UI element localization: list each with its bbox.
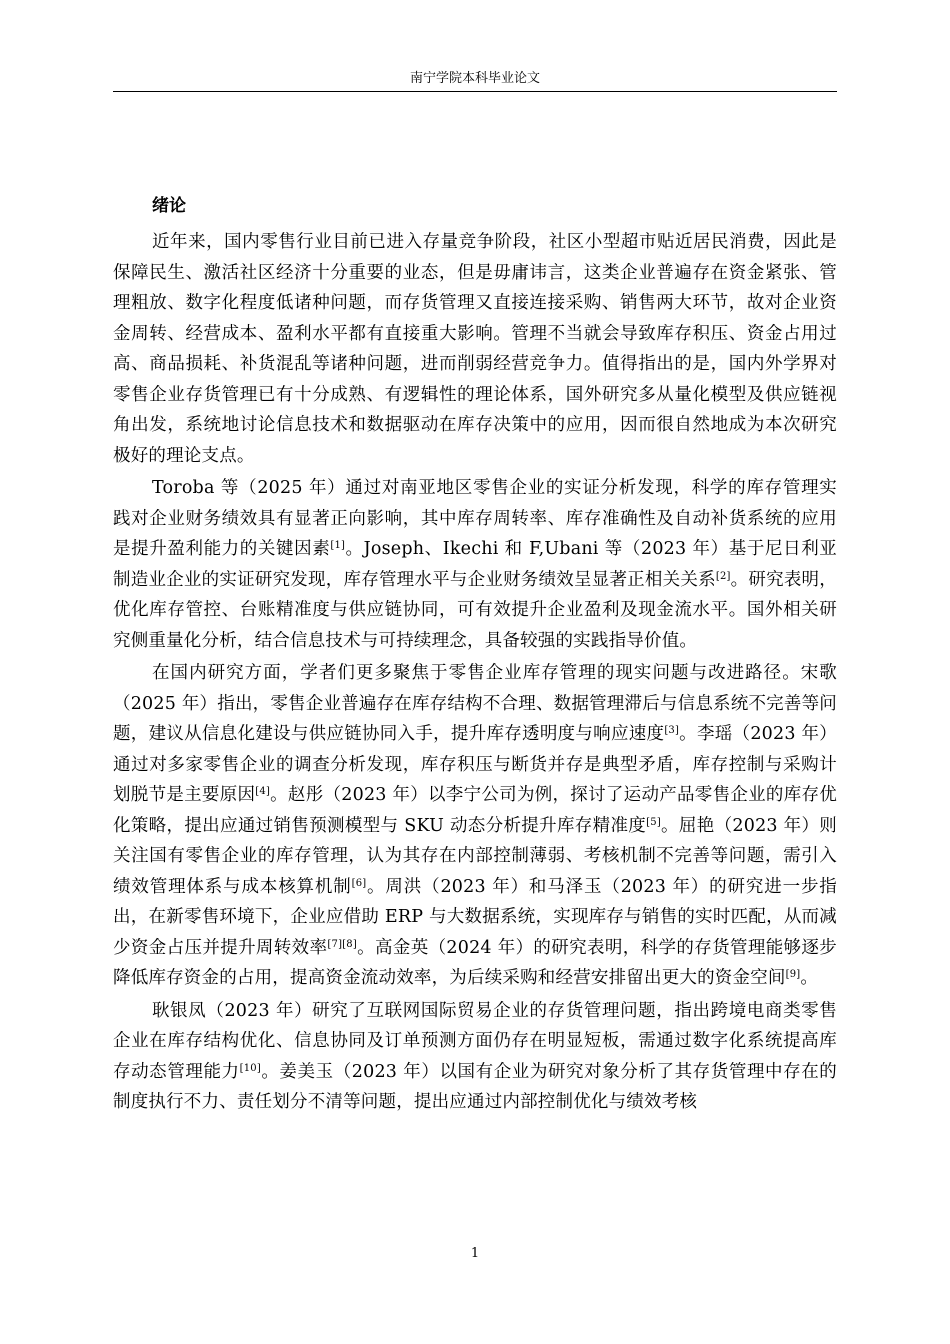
header-rule [113,91,837,92]
citation-ref: [9] [785,969,801,980]
paragraph-text: 。Joseph、Ikechi 和 F,Ubani 等（2023 年）基于尼日利亚制造业企业的实证研究发现，库存管理水平与企业财务绩效呈显著正相关关系 [113,539,838,590]
paragraph-text: 在国内研究方面，学者们更多聚焦于零售企业库存管理的现实问题与改进路径。宋歌（2025 年）指出，零售企业普遍存在库存结构不合理、数据管理滞后与信息系统不完善等问题，建议从信息化建设与供应链协同入手，提升库存透明度与响应速度 [113,663,837,744]
paragraph [113,996,837,1118]
citation-ref: [2] [715,570,731,582]
body-text [113,227,837,1118]
paragraph-text: 。研究表明，优化库存管控、台账精准度与供应链协同，可有效提升企业盈利及现金流水平。国外相关研究侧重量化分析，结合信息技术与可持续理念，具备较强的实践指导价值。 [113,569,837,651]
paragraph-text: 。赵彤（2023 年）以李宁公司为例，探讨了运动产品零售企业的库存优化策略，提出应通过销售预测模型与 SKU 动态分析提升库存精准度 [113,785,837,836]
paragraph [113,658,837,994]
paragraph-text: 。屈艳（2023 年）则关注国有零售企业的库存管理，认为其存在内部控制薄弱、考核机制不完善等问题，需引入绩效管理体系与成本核算机制 [113,815,838,897]
citation-ref: [5] [646,816,661,828]
paragraph-text: 。姜美玉（2023 年）以国有企业为研究对象分析了其存货管理中存在的制度执行不力、责任划分不清等问题，提出应通过内部控制优化与绩效考核 [113,1061,837,1112]
paragraph-text: Toroba 等（2025 年）通过对南亚地区零售企业的实证分析发现，科学的库存管理实践对企业财务绩效具有显著正向影响，其中库存周转率、库存准确性及自动补货系统的应用是提升盈利能力的关键因素 [113,478,837,559]
paragraph-text: 。周洪（2023 年）和马泽玉（2023 年）的研究进一步指出，在新零售环境下，企业应借助 ERP 与大数据系统，实现库存与销售的实时匹配，从而减少资金占压并提升周转效率 [113,876,837,958]
paragraph-text: 。李瑶（2023 年）通过对多家零售企业的调查分析发现，库存积压与断货并存是典型矛盾，库存控制与采购计划脱节是主要原因 [113,724,837,805]
citation-ref: [4] [255,786,271,797]
paragraph [113,473,837,656]
paragraph [113,227,837,471]
paragraph-text: 。 [800,968,819,988]
paragraph-text: 。高金英（2024 年）的研究表明，科学的存货管理能够逐步降低库存资金的占用，提高资金流动效率，为后续采购和经营安排留出更大的资金空间 [113,937,837,988]
citation-ref: [10] [239,1062,261,1074]
citation-ref: [7][8] [327,938,357,950]
citation-ref: [3] [664,725,680,736]
paragraph-text: 近年来，国内零售行业目前已进入存量竞争阶段，社区小型超市贴近居民消费，因此是保障民生、激活社区经济十分重要的业态，但是毋庸讳言，这类企业普遍存在资金紧张、管理粗放、数字化程度低诸种问题，而存货管理又直接连接采购、销售两大环节，故对企业资金周转、经营成本、盈利水平都有直接重大影响。管理不当就会导致库存积压、资金占用过高、商品损耗、补货混乱等诸种问题，进而削弱经营竞争力。值得指出的是，国内外学界对零售企业存货管理已有十分成熟、有逻辑性的理论体系，国外研究多从量化模型及供应链视角出发，系统地讨论信息技术和数据驱动在库存决策中的应用，因而很自然地成为本次研究极好的理论支点。 [113,232,837,466]
page-header: 南宁学院本科毕业论文 [409,71,540,86]
citation-ref: [6] [351,877,367,889]
paragraph-text: 耿银凤（2023 年）研究了互联网国际贸易企业的存货管理问题，指出跨境电商类零售企业在库存结构优化、信息协同及订单预测方面仍存在明显短板，需通过数字化系统提高库存动态管理能力 [113,1000,837,1082]
citation-ref: [1] [330,540,346,551]
section-title: 绪论 [152,196,186,216]
page-number: 1 [470,1246,480,1261]
